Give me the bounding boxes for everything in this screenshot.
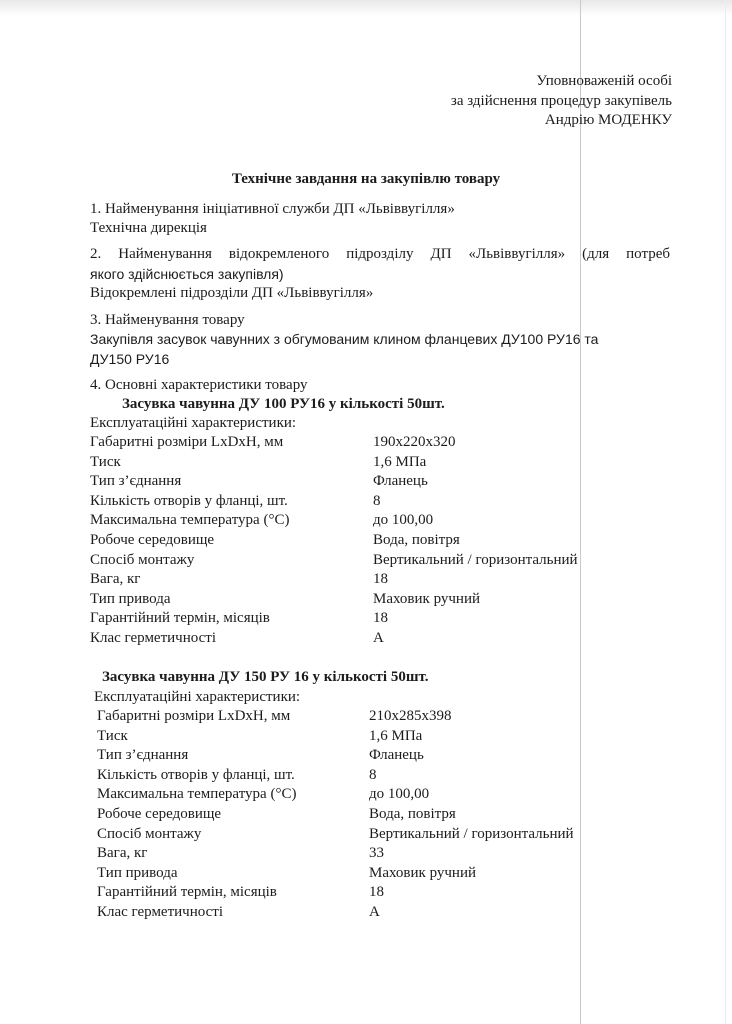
section-4-heading: 4. Основні характеристики товару (90, 377, 308, 393)
section-3-line-1: Закупівля засувок чавунних з обгумованим клином фланцевих ДУ100 РУ16 та (90, 331, 599, 347)
spec-label: Спосіб монтажу (97, 825, 202, 842)
spec-label: Габаритні розміри LxDxH, мм (90, 434, 284, 450)
spec-label: Габаритні розміри LxDxH, мм (97, 708, 291, 724)
spec-label: Вага, кг (90, 571, 141, 588)
spec-label: Клас герметичності (97, 904, 223, 920)
spec-value: А (369, 904, 380, 920)
spec-value: 18 (373, 610, 388, 627)
spec-label: Максимальна температура (°С) (97, 786, 297, 803)
spec-value: 18 (373, 571, 388, 588)
spec-value: Маховик ручний (369, 864, 476, 881)
spec-label: Тип з’єднання (97, 747, 189, 764)
spec-label: Кількість отворів у фланці, шт. (97, 766, 295, 783)
spec-label: Робоче середовище (90, 532, 215, 548)
addressee-line-2: за здійснення процедур закупівель (450, 93, 672, 109)
scan-shadow (0, 0, 732, 16)
spec-label: Тиск (97, 727, 128, 744)
spec-label: Тип привода (97, 864, 178, 881)
product-1-subtitle: Експлуатаційні характеристики: (90, 415, 297, 431)
spec-value: 1,6 МПа (369, 727, 423, 744)
spec-label: Спосіб монтажу (90, 551, 195, 568)
spec-label: Гарантійний термін, місяців (97, 884, 277, 901)
spec-label: Гарантійний термін, місяців (90, 610, 270, 627)
section-3-heading: 3. Найменування товару (90, 312, 245, 328)
spec-value: 210х285х398 (369, 708, 452, 724)
spec-value: Фланець (373, 473, 428, 490)
spec-value: 8 (369, 766, 377, 783)
spec-value: Маховик ручний (373, 590, 480, 607)
spec-value: Фланець (369, 747, 424, 764)
page-edge (725, 0, 726, 1024)
spec-value: 190х220х320 (373, 434, 456, 450)
section-3-line-2: ДУ150 РУ16 (90, 351, 170, 367)
addressee-line-3: Андрію МОДЕНКУ (544, 112, 672, 128)
section-2-value: Відокремлені підрозділи ДП «Львіввугілля» (90, 285, 374, 301)
product-1-title: Засувка чавунна ДУ 100 РУ16 у кількості 50шт. (122, 396, 445, 412)
spec-value: до 100,00 (373, 512, 434, 529)
section-2-line-1: 2. Найменування відокремленого підрозділу ДП «Львіввугілля» (для потреб (90, 246, 670, 262)
spec-label: Тип привода (90, 590, 171, 607)
spec-label: Максимальна температура (°С) (90, 512, 290, 529)
spec-value: до 100,00 (369, 786, 430, 803)
spec-value: 33 (369, 845, 384, 862)
section-1-value: Технічна дирекція (90, 220, 207, 236)
spec-label: Кількість отворів у фланці, шт. (90, 492, 288, 509)
addressee-line-1: Уповноваженій особі (536, 73, 672, 89)
product-2-title: Засувка чавунна ДУ 150 РУ 16 у кількості 50шт. (102, 669, 429, 685)
section-1-heading: 1. Найменування ініціативної служби ДП «Львіввугілля» (90, 201, 455, 217)
spec-value: 1,6 МПа (373, 453, 427, 470)
spec-value: Вода, повітря (373, 532, 460, 548)
spec-value: 8 (373, 492, 381, 509)
spec-value: А (373, 630, 384, 646)
product-2-subtitle: Експлуатаційні характеристики: (94, 689, 301, 705)
spec-value: Вода, повітря (369, 806, 456, 822)
spec-value: 18 (369, 884, 384, 901)
spec-label: Тиск (90, 453, 121, 470)
section-2-line-2: якого здійснюється закупівля) (90, 266, 284, 282)
document-title: Технічне завдання на закупівлю товару (231, 171, 501, 187)
spec-value: Вертикальний / горизонтальний (373, 551, 578, 568)
spec-value: Вертикальний / горизонтальний (369, 825, 574, 842)
page-fold-line (580, 0, 581, 1024)
spec-label: Робоче середовище (97, 806, 222, 822)
spec-label: Вага, кг (97, 845, 148, 862)
spec-label: Тип з’єднання (90, 473, 182, 490)
spec-label: Клас герметичності (90, 630, 216, 646)
